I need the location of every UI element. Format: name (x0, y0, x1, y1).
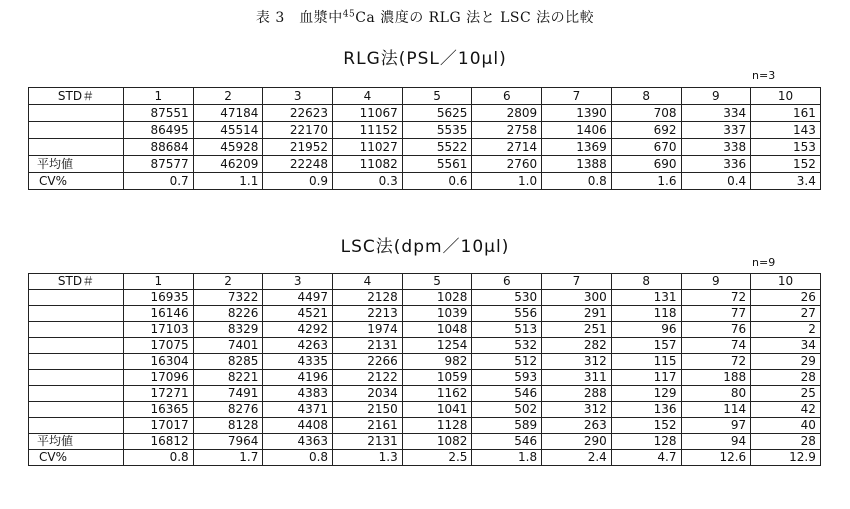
table-cell: 1128 (402, 418, 472, 434)
table-cell: 1388 (542, 156, 612, 173)
lsc-header-row (29, 274, 821, 290)
table-cell: 546 (472, 434, 542, 450)
table-row (29, 386, 821, 402)
table-cell: 0.4 (681, 173, 751, 190)
table-cell: 1369 (542, 139, 612, 156)
table-cell: 0.8 (542, 173, 612, 190)
table-row (29, 105, 821, 122)
rlg-title: RLG法(PSL／10μl) (343, 49, 507, 69)
table-cell: 2.4 (542, 450, 612, 466)
table-cell: 300 (542, 290, 612, 306)
row-label: CV% (29, 450, 124, 466)
row-label (29, 354, 124, 370)
table-cell: 136 (611, 402, 681, 418)
rlg-n-label: n=3 (752, 69, 776, 82)
table-cell: 1162 (402, 386, 472, 402)
table-cell: 4383 (263, 386, 333, 402)
table-cell: 692 (611, 122, 681, 139)
table-cell: 0.6 (402, 173, 472, 190)
table-cell: 4263 (263, 338, 333, 354)
table-cell: 5522 (402, 139, 472, 156)
row-label: 平均値 (29, 434, 124, 450)
table-cell: 12.9 (751, 450, 821, 466)
table-cell: 2213 (333, 306, 403, 322)
column-header: 2 (193, 274, 263, 290)
table-cell: 72 (681, 354, 751, 370)
table-cell: 42 (751, 402, 821, 418)
row-label (29, 122, 124, 139)
table-cell: 338 (681, 139, 751, 156)
table-cell: 97 (681, 418, 751, 434)
table-cell: 5535 (402, 122, 472, 139)
table-cell: 4335 (263, 354, 333, 370)
column-header: 1 (124, 274, 194, 290)
table-cell: 16304 (124, 354, 194, 370)
table-cell: 152 (751, 156, 821, 173)
column-header: 6 (472, 88, 542, 105)
column-header: 3 (263, 274, 333, 290)
table-caption (0, 7, 850, 27)
table-cell: 502 (472, 402, 542, 418)
table-cell: 1.0 (472, 173, 542, 190)
table-cell: 1.3 (333, 450, 403, 466)
table-cell: 2266 (333, 354, 403, 370)
row-label (29, 290, 124, 306)
table-cell: 47184 (193, 105, 263, 122)
table-cell: 2760 (472, 156, 542, 173)
table-cell: 22248 (263, 156, 333, 173)
table-row (29, 173, 821, 190)
table-cell: 25 (751, 386, 821, 402)
table-cell: 556 (472, 306, 542, 322)
table-cell: 708 (611, 105, 681, 122)
rlg-header-row (29, 88, 821, 105)
table-cell: 288 (542, 386, 612, 402)
table-cell: 40 (751, 418, 821, 434)
table-cell: 28 (751, 370, 821, 386)
table-row (29, 322, 821, 338)
table-cell: 1028 (402, 290, 472, 306)
table-cell: 0.8 (263, 450, 333, 466)
column-header: 9 (681, 274, 751, 290)
table-cell: 153 (751, 139, 821, 156)
table-row (29, 122, 821, 139)
table-cell: 311 (542, 370, 612, 386)
table-cell: 589 (472, 418, 542, 434)
table-cell: 2.5 (402, 450, 472, 466)
table-cell: 670 (611, 139, 681, 156)
table-row (29, 418, 821, 434)
std-header: STD＃ (29, 274, 124, 290)
table-row (29, 434, 821, 450)
table-cell: 131 (611, 290, 681, 306)
table-cell: 4521 (263, 306, 333, 322)
table-row (29, 139, 821, 156)
table-cell: 17271 (124, 386, 194, 402)
table-cell: 27 (751, 306, 821, 322)
table-cell: 1.1 (193, 173, 263, 190)
lsc-title: LSC法(dpm／10μl) (340, 237, 510, 257)
table-row (29, 306, 821, 322)
table-cell: 28 (751, 434, 821, 450)
table-cell: 17075 (124, 338, 194, 354)
table-cell: 72 (681, 290, 751, 306)
table-cell: 161 (751, 105, 821, 122)
table-cell: 1048 (402, 322, 472, 338)
lsc-table (28, 273, 821, 466)
table-cell: 4371 (263, 402, 333, 418)
table-cell: 4196 (263, 370, 333, 386)
table-cell: 0.7 (124, 173, 194, 190)
table-cell: 1390 (542, 105, 612, 122)
table-cell: 2809 (472, 105, 542, 122)
table-cell: 1082 (402, 434, 472, 450)
table-cell: 312 (542, 402, 612, 418)
table-cell: 4497 (263, 290, 333, 306)
table-cell: 336 (681, 156, 751, 173)
column-header: 2 (193, 88, 263, 105)
column-header: 7 (542, 88, 612, 105)
table-cell: 11067 (333, 105, 403, 122)
column-header: 10 (751, 88, 821, 105)
table-cell: 7322 (193, 290, 263, 306)
table-cell: 8128 (193, 418, 263, 434)
table-cell: 7401 (193, 338, 263, 354)
table-cell: 2150 (333, 402, 403, 418)
table-cell: 2131 (333, 338, 403, 354)
column-header: 3 (263, 88, 333, 105)
table-cell: 129 (611, 386, 681, 402)
table-cell: 87551 (124, 105, 194, 122)
column-header: 7 (542, 274, 612, 290)
table-cell: 1.6 (611, 173, 681, 190)
caption-suffix: Ca 濃度の RLG 法と LSC 法の比較 (355, 10, 595, 26)
table-cell: 2122 (333, 370, 403, 386)
table-cell: 29 (751, 354, 821, 370)
table-cell: 513 (472, 322, 542, 338)
row-label (29, 386, 124, 402)
table-cell: 17017 (124, 418, 194, 434)
table-cell: 16365 (124, 402, 194, 418)
table-cell: 291 (542, 306, 612, 322)
table-cell: 7964 (193, 434, 263, 450)
table-cell: 2758 (472, 122, 542, 139)
table-cell: 17096 (124, 370, 194, 386)
table-cell: 26 (751, 290, 821, 306)
column-header: 4 (333, 274, 403, 290)
table-cell: 76 (681, 322, 751, 338)
table-cell: 4408 (263, 418, 333, 434)
table-cell: 45514 (193, 122, 263, 139)
table-row (29, 450, 821, 466)
table-cell: 290 (542, 434, 612, 450)
table-cell: 11082 (333, 156, 403, 173)
table-row (29, 402, 821, 418)
table-cell: 2128 (333, 290, 403, 306)
table-cell: 11152 (333, 122, 403, 139)
table-cell: 1406 (542, 122, 612, 139)
table-cell: 8276 (193, 402, 263, 418)
column-header: 8 (611, 88, 681, 105)
table-cell: 4.7 (611, 450, 681, 466)
table-cell: 143 (751, 122, 821, 139)
table-cell: 11027 (333, 139, 403, 156)
table-cell: 263 (542, 418, 612, 434)
column-header: 6 (472, 274, 542, 290)
table-cell: 312 (542, 354, 612, 370)
caption-superscript: 45 (342, 9, 356, 20)
table-cell: 118 (611, 306, 681, 322)
column-header: 8 (611, 274, 681, 290)
table-cell: 2034 (333, 386, 403, 402)
table-cell: 128 (611, 434, 681, 450)
table-cell: 2161 (333, 418, 403, 434)
column-header: 5 (402, 274, 472, 290)
row-label (29, 139, 124, 156)
table-cell: 532 (472, 338, 542, 354)
table-cell: 1.8 (472, 450, 542, 466)
table-cell: 334 (681, 105, 751, 122)
table-cell: 282 (542, 338, 612, 354)
table-cell: 22170 (263, 122, 333, 139)
table-cell: 982 (402, 354, 472, 370)
table-cell: 16935 (124, 290, 194, 306)
table-cell: 4292 (263, 322, 333, 338)
table-cell: 8221 (193, 370, 263, 386)
table-cell: 12.6 (681, 450, 751, 466)
std-header: STD＃ (29, 88, 124, 105)
caption-prefix: 表 3 血漿中 (255, 10, 343, 26)
table-cell: 512 (472, 354, 542, 370)
table-cell: 2714 (472, 139, 542, 156)
table-cell: 593 (472, 370, 542, 386)
table-cell: 117 (611, 370, 681, 386)
row-label (29, 338, 124, 354)
table-row (29, 156, 821, 173)
row-label (29, 402, 124, 418)
table-cell: 88684 (124, 139, 194, 156)
column-header: 9 (681, 88, 751, 105)
row-label: CV% (29, 173, 124, 190)
table-cell: 0.9 (263, 173, 333, 190)
table-cell: 546 (472, 386, 542, 402)
column-header: 5 (402, 88, 472, 105)
table-cell: 87577 (124, 156, 194, 173)
column-header: 1 (124, 88, 194, 105)
column-header: 10 (751, 274, 821, 290)
table-cell: 22623 (263, 105, 333, 122)
table-cell: 94 (681, 434, 751, 450)
table-cell: 34 (751, 338, 821, 354)
table-cell: 3.4 (751, 173, 821, 190)
table-cell: 530 (472, 290, 542, 306)
table-cell: 21952 (263, 139, 333, 156)
row-label (29, 322, 124, 338)
row-label (29, 418, 124, 434)
table-cell: 8285 (193, 354, 263, 370)
table-cell: 46209 (193, 156, 263, 173)
row-label: 平均値 (29, 156, 124, 173)
table-row (29, 290, 821, 306)
table-cell: 0.3 (333, 173, 403, 190)
table-cell: 16812 (124, 434, 194, 450)
lsc-n-label: n=9 (752, 256, 776, 269)
row-label (29, 105, 124, 122)
table-row (29, 370, 821, 386)
table-row (29, 338, 821, 354)
table-cell: 1041 (402, 402, 472, 418)
table-cell: 115 (611, 354, 681, 370)
table-cell: 74 (681, 338, 751, 354)
table-row (29, 354, 821, 370)
table-cell: 2 (751, 322, 821, 338)
table-cell: 1059 (402, 370, 472, 386)
table-cell: 45928 (193, 139, 263, 156)
table-cell: 86495 (124, 122, 194, 139)
row-label (29, 306, 124, 322)
table-cell: 16146 (124, 306, 194, 322)
table-cell: 77 (681, 306, 751, 322)
table-cell: 1254 (402, 338, 472, 354)
table-cell: 96 (611, 322, 681, 338)
table-cell: 5561 (402, 156, 472, 173)
table-cell: 251 (542, 322, 612, 338)
table-cell: 114 (681, 402, 751, 418)
table-cell: 188 (681, 370, 751, 386)
table-cell: 337 (681, 122, 751, 139)
table-cell: 2131 (333, 434, 403, 450)
table-cell: 0.8 (124, 450, 194, 466)
table-cell: 690 (611, 156, 681, 173)
column-header: 4 (333, 88, 403, 105)
table-cell: 1039 (402, 306, 472, 322)
table-cell: 157 (611, 338, 681, 354)
row-label (29, 370, 124, 386)
table-cell: 7491 (193, 386, 263, 402)
table-cell: 1.7 (193, 450, 263, 466)
rlg-table (28, 87, 821, 190)
table-cell: 17103 (124, 322, 194, 338)
table-cell: 152 (611, 418, 681, 434)
table-cell: 8329 (193, 322, 263, 338)
table-cell: 80 (681, 386, 751, 402)
table-cell: 8226 (193, 306, 263, 322)
table-cell: 1974 (333, 322, 403, 338)
table-cell: 5625 (402, 105, 472, 122)
table-cell: 4363 (263, 434, 333, 450)
